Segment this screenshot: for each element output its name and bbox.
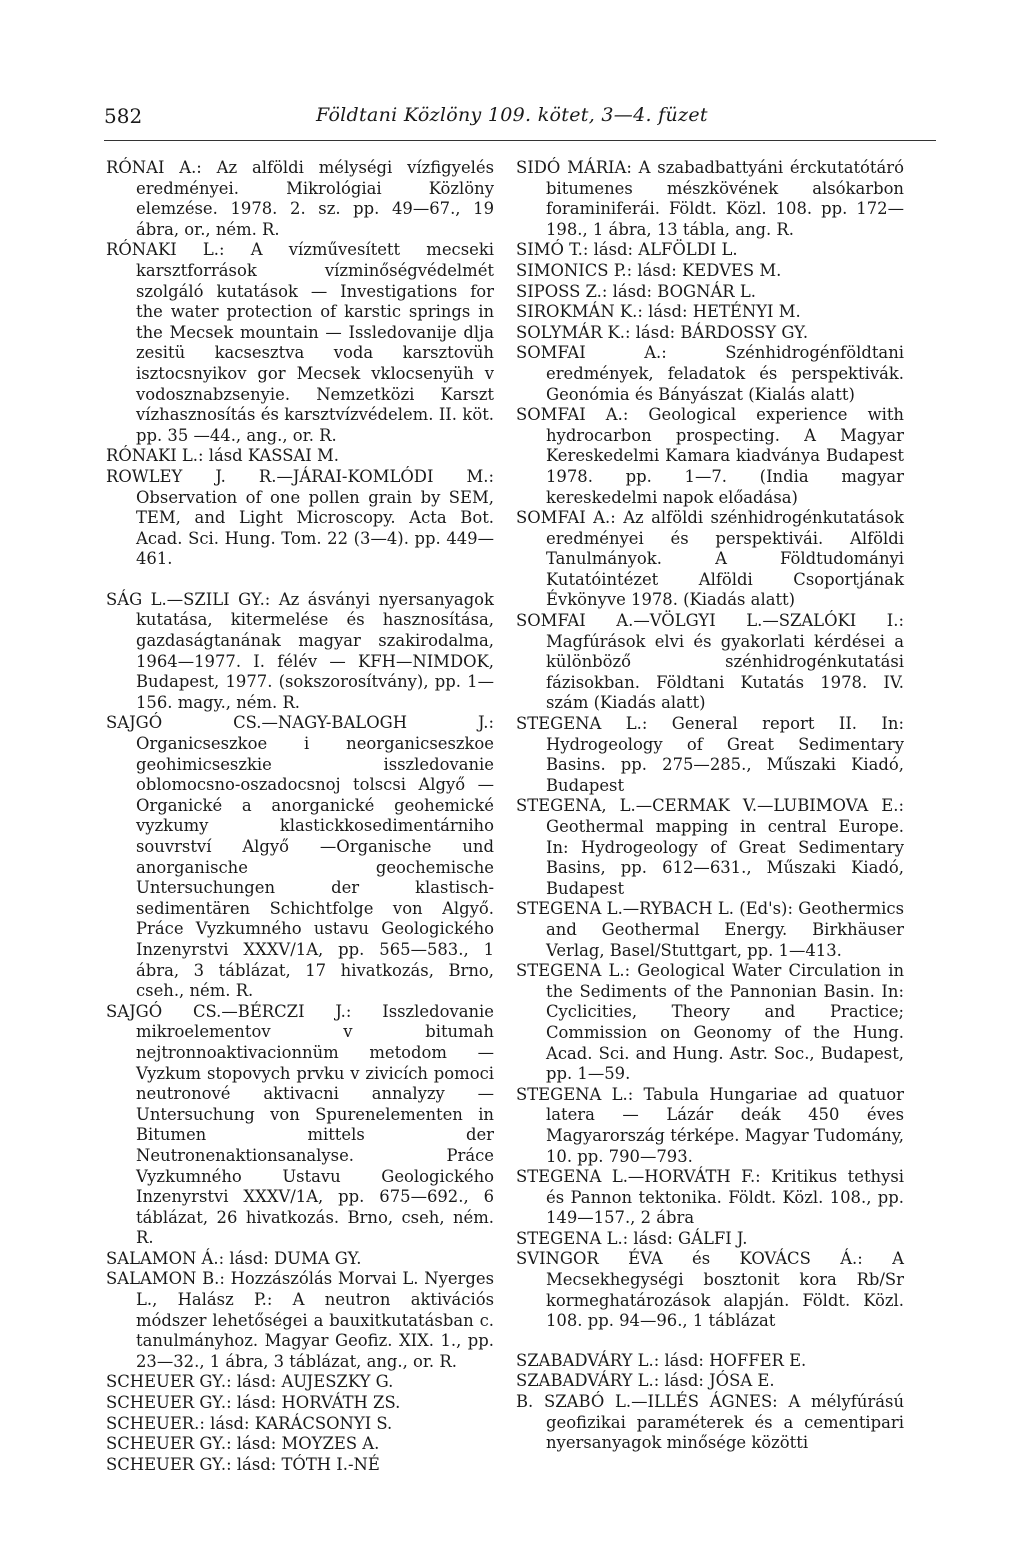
bibliography-entry: SVINGOR ÉVA és KOVÁCS Á.: A Mecsekhegységi bosztonit kora Rb/Sr kormeghatározások alapján. Földt. Közl. 108. pp. 94—96., 1 táblázat [516,1249,904,1331]
bibliography-entry: SIMÓ T.: lásd: ALFÖLDI L. [516,240,738,260]
bibliography-entry: SIMONICS P.: lásd: KEDVES M. [516,260,782,280]
bibliography-entry: ROWLEY J. R.—JÁRAI-KOMLÓDI M.: Observation of one pollen grain by SEM, TEM, and Light Microscopy. Acta Bot. Acad. Sci. Hung. Tom. 22 (3—4). pp. 449—461. [106,466,494,569]
bibliography-entry: SZABADVÁRY L.: lásd: JÓSA E. [516,1371,775,1391]
header-rule [104,140,936,141]
bibliography-entry: RÓNAKI L.: lásd KASSAI M. [106,446,339,466]
bibliography-entry: STEGENA, L.—CERMAK V.—LUBIMOVA E.: Geothermal mapping in central Europe. In: Hydrogeology of Great Sedimentary Basins, pp. 612—631., Műszaki Kiadó, Budapest [516,796,904,898]
right-column [516,158,904,1454]
bibliography-entry: SALAMON B.: Hozzászólás Morvai L. Nyerges L., Halász P.: A neutron aktivációs módszer lehetőségei a bauxitkutatásban c. tanulmányhoz. Magyar Geofiz. XIX. 1., pp. 23—32., 1 ábra, 3 táblázat, ang., or. R. [106,1269,494,1371]
bibliography-entry: STEGENA L.: General report II. In: Hydrogeology of Great Sedimentary Basins. pp. 275—285., Műszaki Kiadó, Budapest [516,714,904,795]
bibliography-entry: SCHEUER GY.: lásd: HORVÁTH ZS. [106,1393,401,1413]
bibliography-entry: STEGENA L.: lásd: GÁLFI J. [516,1228,748,1248]
bibliography-entry: SÁG L.—SZILI GY.: Az ásványi nyersanyagok kutatása, kitermelése és hasznosítása, gazdaságtanának magyar szakirodalma, 1964—1977. I. félév — KFH—NIMDOK, Budapest, 1977. (sokszorosítvány), pp. 1—156. magy., ném. R. [106,589,494,712]
bibliography-entry: STEGENA L.—HORVÁTH F.: Kritikus tethysi és Pannon tektonika. Földt. Közl. 108., pp. 149—157., 2 ábra [516,1167,904,1228]
bibliography-entry: SALAMON Á.: lásd: DUMA GY. [106,1248,362,1268]
bibliography-entry: SIDÓ MÁRIA: A szabadbattyáni érckutatótáró bitumenes mészkövének alsókarbon foraminiferái. Földt. Közl. 108. pp. 172—198., 1 ábra, 13 tábla, ang. R. [516,158,904,239]
bibliography-entry: SOMFAI A.: Geological experience with hydrocarbon prospecting. A Magyar Kereskedelmi Kamara kiadványa Budapest 1978. pp. 1—7. (India magyar kereskedelmi napok előadása) [516,405,904,507]
bibliography-entry: SOMFAI A.: Szénhidrogénföldtani eredmények, feladatok és perspektivák. Geonómia és Bányászat (Kialás alatt) [516,343,904,404]
left-column [106,158,494,1475]
bibliography-entry: RÓNAKI L.: A vízművesített mecseki karsztforrások vízminőségvédelmét szolgáló kutatások — Investigations for the water protection of karstic springs in the Mecsek mountain — Issledovanije dlja zesitü kacsesztva voda karsztovüh isztocsnyikov gor Mecsek vklocsenyüh v vodosznabzsenyie. Nemzetközi Karszt vízhasznosítás és karsztvízvédelem. II. köt. pp. 35 —44., ang., or. R. [106,240,494,445]
bibliography-entry: SZABADVÁRY L.: lásd: HOFFER E. [516,1350,807,1370]
bibliography-entry: SIROKMÁN K.: lásd: HETÉNYI M. [516,302,801,322]
page-number: 582 [104,104,143,128]
bibliography-entry: SCHEUER GY.: lásd: MOYZES A. [106,1434,380,1454]
bibliography-entry: SOLYMÁR K.: lásd: BÁRDOSSY GY. [516,322,809,342]
bibliography-entry: SIPOSS Z.: lásd: BOGNÁR L. [516,281,756,301]
bibliography-entry: SCHEUER.: lásd: KARÁCSONYI S. [106,1413,393,1433]
running-header [104,104,936,138]
bibliography-entry: STEGENA L.: Geological Water Circulation in the Sediments of the Pannonian Basin. In: Cyclicities, Theory and Practice; Commission on Geonomy of the Hung. Acad. Sci. and Hung. Astr. Soc., Budapest, pp. 1—59. [516,961,904,1084]
bibliography-entry: SOMFAI A.—VÖLGYI L.—SZALÓKI I.: Magfúrások elvi és gyakorlati kérdései a különböző szénhidrogénkutatási fázisokban. Földtani Kutatás 1978. IV. szám (Kiadás alatt) [516,611,904,713]
journal-running-title: Földtani Közlöny 109. kötet, 3—4. füzet [316,104,708,126]
bibliography-entry: SAJGÓ CS.—NAGY-BALOGH J.: Organicseszkoe i neorganicseszkoe geohimicseszkie isszledovanie oblomocsno-oszadocsnoj tolscsi Algyő — Organické a anorganické geohemické vyzkumy klastickkosedimentárniho souvrství Algyő —Organische und anorganische geochemische Untersuchungen der klastisch-sedimentären Schichtfolge von Algyő. Práce Vyzkumného ustavu Geologického Inzenyrstvi XXXV/1A, pp. 565—583., 1 ábra, 3 táblázat, 17 hivatkozás, Brno, cseh., ném. R. [106,713,494,1001]
bibliography-entry: RÓNAI A.: Az alföldi mélységi vízfigyelés eredményei. Mikrológiai Közlöny elemzése. 1978. 2. sz. pp. 49—67., 19 ábra, or., ném. R. [106,158,494,239]
bibliography-entry: STEGENA L.: Tabula Hungariae ad quatuor latera — Lázár deák 450 éves Magyarország térképe. Magyar Tudomány, 10. pp. 790—793. [516,1084,904,1166]
bibliography-entry: B. SZABÓ L.—ILLÉS ÁGNES: A mélyfúrású geofizikai paraméterek és a cementipari nyersanyagok minősége közötti [516,1392,904,1453]
bibliography-entry: SCHEUER GY.: lásd: TÓTH I.-NÉ [106,1454,380,1474]
bibliography-entry: SOMFAI A.: Az alföldi szénhidrogénkutatások eredményei és perspektivái. Alföldi Tanulmányok. A Földtudományi Kutatóintézet Alföldi Csoportjának Évkönyve 1978. (Kiadás alatt) [516,508,904,610]
bibliography-entry: STEGENA L.—RYBACH L. (Ed's): Geothermics and Geothermal Energy. Birkhäuser Verlag, Basel/Stuttgart, pp. 1—413. [516,899,904,960]
bibliography-entry: SAJGÓ CS.—BÉRCZI J.: Isszledovanie mikroelementov v bitumah nejtronnoaktivacionnüm metodom — Vyzkum stopovych prvku v zivicích pomoci neutronové aktivacni annalyzy — Untersuchung von Spurenelementen in Bitumen mittels der Neutronenaktionsanalyse. Práce Vyzkumného Ustavu Geologického Inzenyrstvi XXXV/1A, pp. 675—692., 6 táblázat, 26 hivatkozás. Brno, cseh, ném. R. [106,1001,494,1248]
bibliography-entry: SCHEUER GY.: lásd: AUJESZKY G. [106,1372,394,1392]
